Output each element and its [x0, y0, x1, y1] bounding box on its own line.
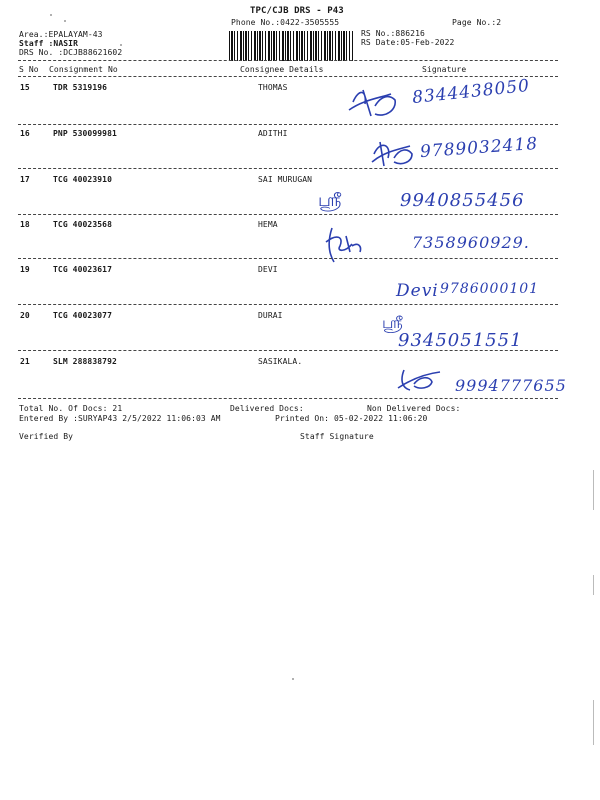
page-number: Page No.:2 [452, 18, 502, 27]
handwritten-phone: 7358960929. [412, 233, 530, 252]
staff-signature: Staff Signature [300, 432, 374, 441]
column-header-signature: Signature [422, 65, 467, 74]
row-consignee: DURAI [258, 311, 283, 320]
divider [18, 76, 558, 77]
row-sno: 16 [20, 129, 30, 138]
divider [18, 214, 558, 215]
divider [18, 60, 558, 61]
scan-speck [64, 20, 66, 22]
row-consignee: HEMA [258, 220, 278, 229]
divider [18, 124, 558, 125]
drs-number: DRS No. :DCJB88621602 [19, 48, 123, 57]
row-consignment-no: TCG 40023617 [53, 265, 112, 274]
column-header-sno: S No [19, 65, 39, 74]
row-consignment-no: TCG 40023077 [53, 311, 112, 320]
row-sno: 20 [20, 311, 30, 320]
row-consignment-no: TCG 40023910 [53, 175, 112, 184]
row-consignee: DEVI [258, 265, 278, 274]
row-sno: 15 [20, 83, 30, 92]
divider [18, 168, 558, 169]
column-header-consignee: Consignee Details [240, 65, 324, 74]
scan-edge-line [593, 575, 594, 595]
divider [18, 350, 558, 351]
handwritten-phone: 9789032418 [419, 133, 539, 163]
handwritten-name: ஸ்ரீ [318, 190, 343, 211]
handwritten-signature [370, 136, 420, 175]
divider [18, 258, 558, 259]
scan-speck [50, 14, 52, 16]
handwritten-name: ஸ்ரீ [382, 313, 404, 332]
row-consignee: ADITHI [258, 129, 288, 138]
rs-date: RS Date:05-Feb-2022 [361, 38, 455, 47]
row-sno: 21 [20, 357, 30, 366]
row-consignment-no: SLM 288838792 [53, 357, 117, 366]
staff-label: Staff :NASIR [19, 39, 78, 48]
handwritten-phone: 8344438050 [411, 75, 531, 109]
handwritten-phone: 9940855456 [400, 190, 525, 211]
divider [18, 304, 558, 305]
scan-edge-line [593, 700, 594, 745]
row-consignment-no: TCG 40023568 [53, 220, 112, 229]
handwritten-signature [396, 364, 446, 400]
verified-by: Verified By [19, 432, 74, 441]
handwritten-signature [345, 80, 405, 129]
row-consignment-no: PNP 530099981 [53, 129, 117, 138]
area-label: Area.:EPALAYAM-43 [19, 30, 103, 39]
barcode [229, 31, 353, 61]
row-consignee: SASIKALA. [258, 357, 303, 366]
handwritten-phone: 9786000101 [440, 281, 540, 297]
rs-number: RS No.:886216 [361, 29, 425, 38]
printed-on: Printed On: 05-02-2022 11:06:20 [275, 414, 428, 423]
phone-number: Phone No.:0422-3505555 [231, 18, 340, 27]
handwritten-name: Devi [396, 281, 439, 301]
row-consignee: THOMAS [258, 83, 288, 92]
row-consignee: SAI MURUGAN [258, 175, 313, 184]
document-title: TPC/CJB DRS - P43 [250, 6, 344, 16]
column-header-consignment: Consignment No [49, 65, 118, 74]
scan-speck [292, 678, 294, 680]
handwritten-phone: 9994777655 [455, 376, 567, 395]
row-sno: 17 [20, 175, 30, 184]
scan-speck [120, 44, 122, 46]
handwritten-signature [322, 222, 372, 271]
divider [18, 398, 558, 399]
delivered-docs: Delivered Docs: [230, 404, 304, 413]
row-consignment-no: TDR 5319196 [53, 83, 108, 92]
handwritten-phone: 9345051551 [398, 330, 523, 351]
non-delivered-docs: Non Delivered Docs: [367, 404, 461, 413]
row-sno: 19 [20, 265, 30, 274]
entered-by: Entered By :SURYAP43 2/5/2022 11:06:03 AM [19, 414, 221, 423]
total-docs: Total No. Of Docs: 21 [19, 404, 123, 413]
scan-edge-line [593, 470, 594, 510]
row-sno: 18 [20, 220, 30, 229]
